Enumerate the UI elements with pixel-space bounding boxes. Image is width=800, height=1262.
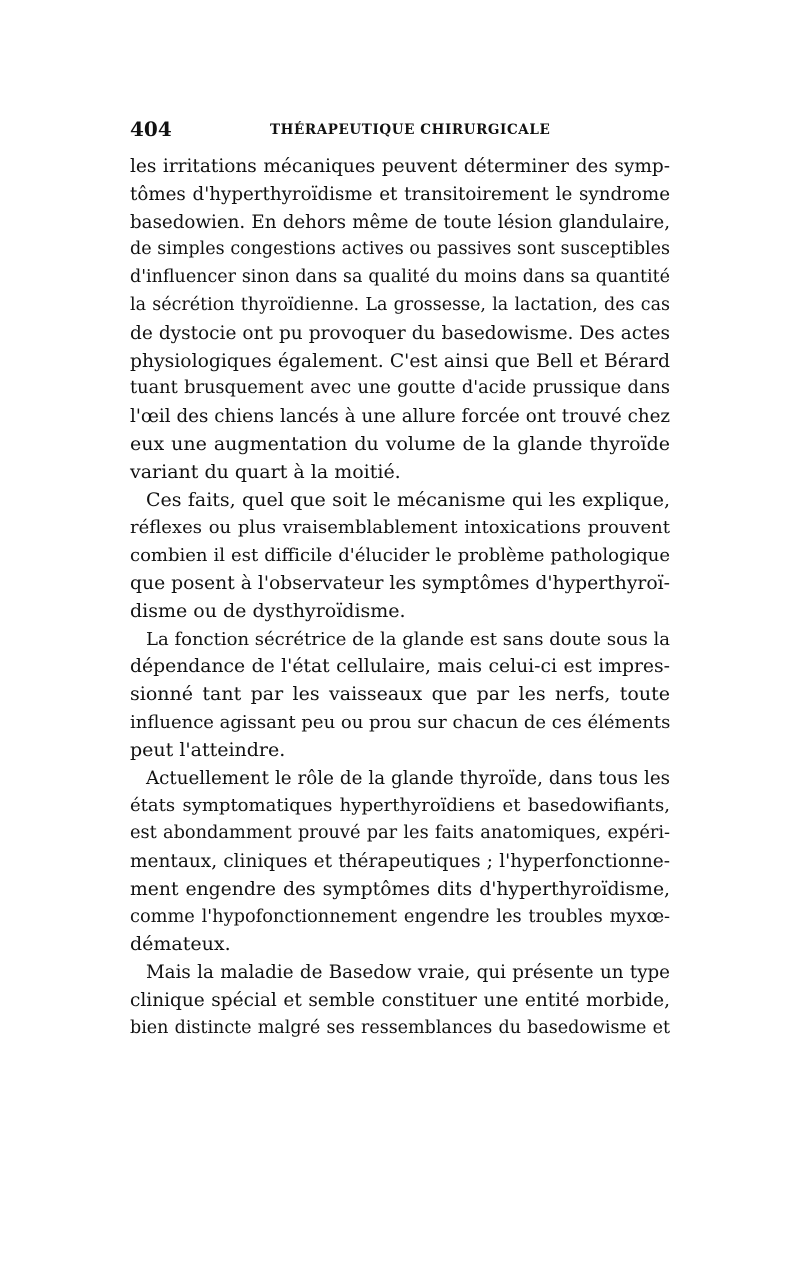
paragraph bbox=[130, 765, 670, 960]
text-line: clinique spécial et semble constituer une entité morbide, bbox=[130, 989, 670, 1011]
text-line: de simples congestions actives ou passives sont susceptibles bbox=[130, 239, 670, 260]
paragraph bbox=[130, 487, 670, 626]
text-line: bien distincte malgré ses ressemblances du basedowisme et bbox=[130, 1017, 670, 1038]
text-line: la sécrétion thyroïdienne. La grossesse, la lactation, des cas bbox=[130, 294, 670, 315]
text-line: tômes d'hyperthyroïdisme et transitoirement le syndrome bbox=[130, 183, 670, 205]
text-line: eux une augmentation du volume de la glande thyroïde bbox=[130, 432, 670, 455]
text-line: Mais la maladie de Basedow vraie, qui présente un type bbox=[146, 962, 670, 984]
text-line: La fonction sécrétrice de la glande est sans doute sous la bbox=[146, 628, 670, 650]
text-line: basedowien. En dehors même de toute lésion glandulaire, bbox=[130, 211, 670, 233]
body-text bbox=[130, 153, 670, 1043]
text-line: sionné tant par les vaisseaux que par les nerfs, toute bbox=[130, 683, 670, 706]
text-line: que posent à l'observateur les symptômes d'hyperthyroï- bbox=[130, 572, 671, 594]
paragraph bbox=[130, 153, 670, 487]
text-line: est abondamment prouvé par les faits anatomiques, expéri- bbox=[130, 823, 670, 844]
text-line: de dystocie ont pu provoquer du basedowisme. Des actes bbox=[130, 322, 670, 344]
page-number: 404 bbox=[130, 117, 172, 141]
text-line: variant du quart à la moitié. bbox=[130, 460, 401, 483]
text-line: Ces faits, quel que soit le mécanisme qui les explique, bbox=[146, 488, 670, 511]
text-line: ment engendre des symptômes dits d'hyperthyroïdisme, bbox=[130, 878, 670, 900]
text-line: réflexes ou plus vraisemblablement intoxications prouvent bbox=[130, 517, 670, 539]
text-line: mentaux, cliniques et thérapeutiques ; l'hyperfonctionne- bbox=[130, 850, 670, 872]
text-line: l'œil des chiens lancés à une allure forcée ont trouvé chez bbox=[130, 406, 670, 428]
running-title: THÉRAPEUTIQUE CHIRURGICALE bbox=[270, 122, 551, 138]
text-line: Actuellement le rôle de la glande thyroïde, dans tous les bbox=[146, 767, 670, 789]
text-line: d'influencer sinon dans sa qualité du moins dans sa quantité bbox=[130, 267, 670, 288]
text-line: tuant brusquement avec une goutte d'acide prussique dans bbox=[130, 378, 670, 399]
running-head bbox=[130, 116, 670, 142]
paragraph bbox=[130, 626, 670, 765]
text-line: physiologiques également. C'est ainsi que Bell et Bérard bbox=[130, 350, 670, 372]
text-line: peut l'atteindre. bbox=[130, 738, 286, 761]
text-line: états symptomatiques hyperthyroïdiens et basedowifiants, bbox=[130, 795, 670, 817]
text-line: comme l'hypofonctionnement engendre les troubles myxœ- bbox=[130, 906, 670, 927]
text-line: démateux. bbox=[130, 933, 231, 956]
paragraph bbox=[130, 959, 670, 1042]
text-line: les irritations mécaniques peuvent déterminer des symp- bbox=[130, 156, 670, 177]
text-line: combien il est difficile d'élucider le problème pathologique bbox=[130, 545, 670, 567]
text-line: disme ou de dysthyroïdisme. bbox=[130, 599, 406, 622]
text-line: dépendance de l'état cellulaire, mais celui-ci est impres- bbox=[130, 656, 670, 678]
text-line: influence agissant peu ou prou sur chacun de ces éléments bbox=[130, 711, 671, 733]
